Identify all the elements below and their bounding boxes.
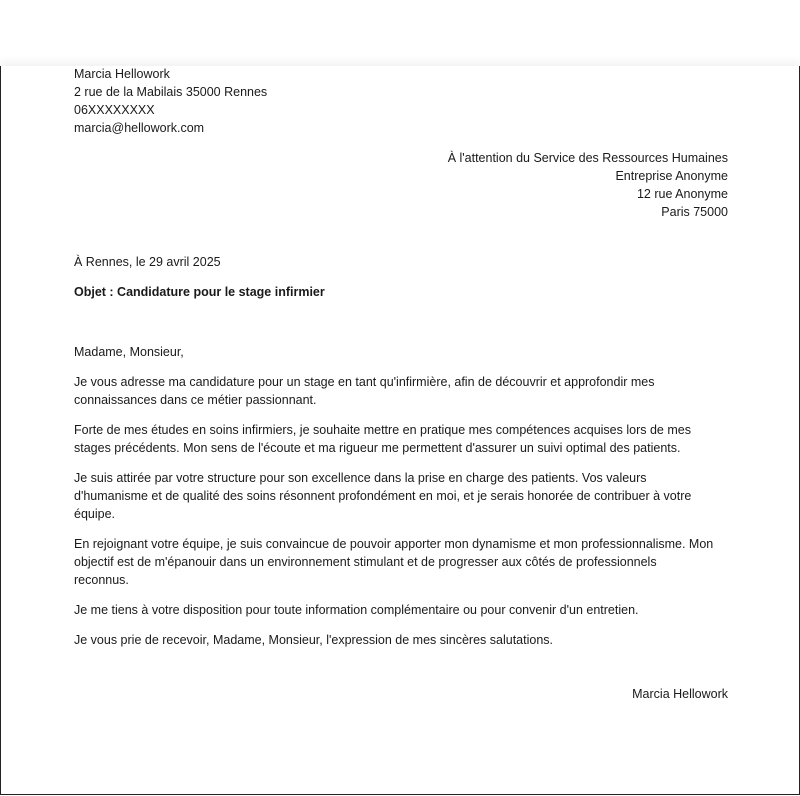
recipient-company: Entreprise Anonyme — [615, 169, 728, 183]
paragraph-2 — [74, 421, 728, 457]
letter-page — [0, 66, 800, 795]
paragraph-line: équipe. — [74, 507, 116, 521]
paragraph-1 — [74, 373, 728, 409]
sender-phone: 06XXXXXXXX — [74, 103, 155, 117]
paragraph-line: En rejoignant votre équipe, je suis convaincue de pouvoir apporter mon dynamisme et mon professionnalisme. Mon — [74, 537, 714, 551]
paragraph-3 — [74, 469, 728, 523]
paragraph-line: objectif est de m'épanouir dans un environnement stimulant et de progresser aux côtés de professionnels — [74, 555, 657, 569]
sender-address: 2 rue de la Mabilais 35000 Rennes — [74, 85, 268, 99]
paragraph-line: reconnus. — [74, 573, 129, 587]
signature: Marcia Hellowork — [632, 687, 728, 701]
recipient-city: Paris 75000 — [661, 205, 728, 219]
subject-line: Objet : Candidature pour le stage infirmier — [74, 285, 325, 299]
greeting: Madame, Monsieur, — [74, 345, 184, 359]
recipient-street: 12 rue Anonyme — [636, 187, 728, 201]
sender-block — [74, 65, 728, 137]
paragraph-line: Je me tiens à votre disposition pour toute information complémentaire ou pour convenir d'un entretien. — [74, 603, 639, 617]
paragraph-line: connaissances dans ce métier passionnant. — [74, 393, 317, 407]
paragraph-4 — [74, 535, 728, 589]
recipient-attention: À l'attention du Service des Ressources Humaines — [447, 151, 728, 165]
paragraph-line: stages précédents. Mon sens de l'écoute et ma rigueur me permettent d'assurer un suivi optimal des patients. — [74, 441, 681, 455]
recipient-block — [74, 149, 728, 221]
date-line: À Rennes, le 29 avril 2025 — [74, 255, 221, 269]
sender-name: Marcia Hellowork — [74, 67, 170, 81]
closing-line: Je vous prie de recevoir, Madame, Monsieur, l'expression de mes sincères salutations. — [74, 633, 554, 647]
paragraph-line: Forte de mes études en soins infirmiers, je souhaite mettre en pratique mes compétences acquises lors de mes — [74, 423, 691, 437]
top-blank-area — [0, 0, 800, 66]
sender-email: marcia@hellowork.com — [74, 121, 205, 135]
paragraph-5 — [74, 601, 728, 619]
paragraph-line: Je vous adresse ma candidature pour un stage en tant qu'infirmière, afin de découvrir et approfondir mes — [74, 375, 655, 389]
letter-content — [74, 66, 728, 703]
paragraph-line: d'humanisme et de qualité des soins résonnent profondément en moi, et je serais honorée de contribuer à votre — [74, 489, 692, 503]
paragraph-line: Je suis attirée par votre structure pour son excellence dans la prise en charge des patients. Vos valeurs — [74, 471, 647, 485]
